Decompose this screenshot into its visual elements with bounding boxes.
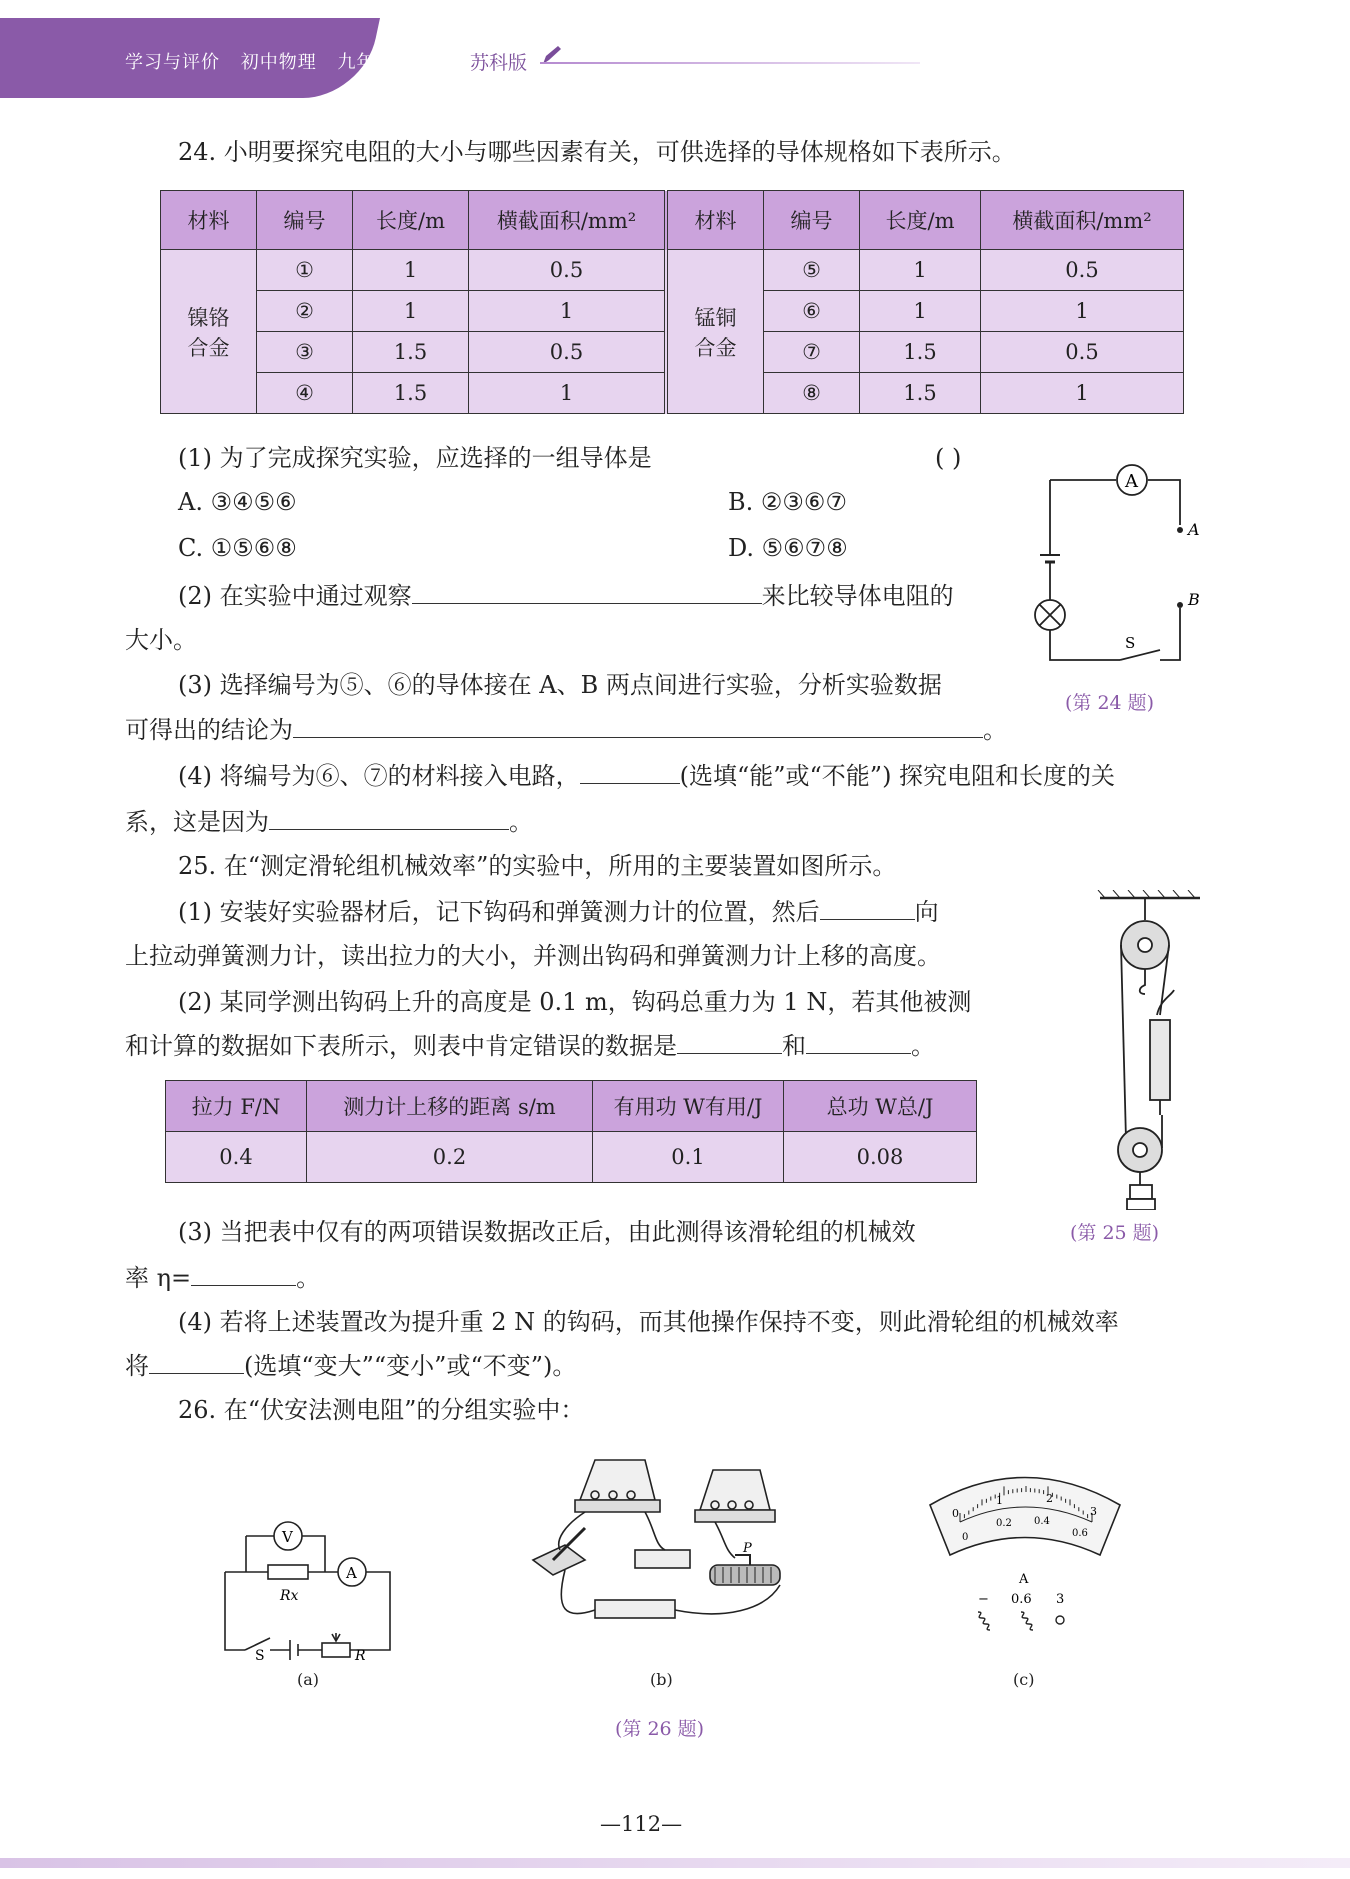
scale-top-3: 3	[1090, 1505, 1097, 1518]
q26-apparatus-b	[525, 1450, 815, 1650]
scale-bottom-0: 0	[962, 1532, 969, 1543]
scale-top-2: 2	[1046, 1492, 1053, 1505]
terminal-coil-06	[1021, 1612, 1033, 1630]
spring-scale	[1150, 1020, 1170, 1100]
q24-sub3: (3) 选择编号为⑤、⑥的导体接在 A、B 两点间进行实验，分析实验数据	[178, 671, 942, 699]
q25-sub4: (4) 若将上述装置改为提升重 2 N 的钩码，而其他操作保持不变，则此滑轮组的机械效率	[178, 1308, 1119, 1336]
table-cell: 1.5	[353, 332, 469, 373]
q25-caption: (第 25 题)	[1070, 1222, 1160, 1244]
rx-label: Rx	[280, 1588, 299, 1604]
table-cell: 1	[860, 291, 981, 332]
q25-sub1	[178, 890, 939, 934]
q24-sub2-line2: 大小。	[125, 626, 197, 654]
table-header: 拉力 F/N	[166, 1081, 307, 1132]
table-cell: 0.08	[784, 1132, 977, 1183]
q24-option-c[interactable]: C. ①⑤⑥⑧	[178, 534, 297, 562]
table-cell: ⑤	[764, 250, 860, 291]
material-cell	[666, 250, 764, 414]
table-header: 材料	[161, 191, 257, 250]
table-header-row	[166, 1081, 977, 1132]
q24-sub2	[178, 574, 954, 618]
rheostat-label: R	[355, 1648, 366, 1660]
table-cell: 0.1	[593, 1132, 784, 1183]
q25-table	[165, 1080, 977, 1183]
fig-c-label: (c)	[1013, 1670, 1035, 1689]
table-cell: 1	[981, 291, 1184, 332]
q24-sub4-text-a: (4) 将编号为⑥、⑦的材料接入电路，	[178, 762, 580, 790]
table-cell: 0.4	[166, 1132, 307, 1183]
q25-sub3-end: 。	[296, 1264, 321, 1292]
header-series: 学习与评价	[125, 52, 220, 73]
table-cell: 1	[353, 250, 469, 291]
terminal-post-3	[1056, 1616, 1064, 1624]
q24-sub3-line2	[125, 708, 1007, 752]
q24-stem: 24. 小明要探究电阻的大小与哪些因素有关，可供选择的导体规格如下表所示。	[178, 138, 1016, 166]
table-cell: 1	[469, 291, 667, 332]
q24-sub4-line2	[125, 800, 533, 844]
table-cell: 1	[469, 373, 667, 414]
q26-stem: 26. 在“伏安法测电阻”的分组实验中：	[178, 1396, 585, 1424]
q25-sub3-text: 率 η=	[125, 1264, 192, 1292]
footer-bar	[0, 1858, 1350, 1868]
q24-sub4-text-b: (选填“能”或“不能”) 探究电阻和长度的关	[679, 762, 1116, 790]
table-cell: 0.5	[981, 332, 1184, 373]
q25-sub2-end: 。	[911, 1032, 935, 1060]
table-cell: ②	[257, 291, 353, 332]
q25-sub3-line2	[125, 1256, 320, 1300]
rheostat-r	[322, 1643, 350, 1657]
point-a-label: A	[1188, 520, 1200, 539]
table-header: 有用功 W有用/J	[593, 1081, 784, 1132]
battery-device	[595, 1600, 675, 1618]
fig-a-label: (a)	[297, 1670, 320, 1689]
material-line: 合金	[187, 335, 230, 360]
q25-sub2-and: 和	[782, 1032, 806, 1060]
material-line: 锰铜	[694, 305, 737, 330]
q24-sub4-end: 。	[509, 808, 533, 836]
table-cell: ①	[257, 250, 353, 291]
q25-sub1-line2: 上拉动弹簧测力计，读出拉力的大小，并测出钩码和弹簧测力计上移的高度。	[125, 942, 941, 970]
scale-bottom-2: 0.4	[1034, 1516, 1050, 1527]
q25-pulley-diagram	[1080, 890, 1220, 1210]
header-edition: 苏科版	[470, 52, 528, 74]
q24-sub3-end: 。	[983, 716, 1007, 744]
header-divider	[540, 62, 920, 64]
q24-sub4-blank2[interactable]	[269, 803, 509, 830]
table-cell: ③	[257, 332, 353, 373]
table-cell: 0.5	[981, 250, 1184, 291]
q24-sub2-text-b: 来比较导体电阻的	[761, 582, 954, 610]
q25-sub3-blank[interactable]	[191, 1259, 296, 1286]
scale-top-1: 1	[996, 1494, 1003, 1507]
table-cell: 0.5	[469, 332, 667, 373]
q25-sub4-text-b: 将	[125, 1352, 149, 1380]
resistor-device	[635, 1550, 690, 1568]
table-cell: 1	[860, 250, 981, 291]
q24-sub2-text-a: (2) 在实验中通过观察	[178, 582, 412, 610]
q25-sub1-blank[interactable]	[820, 893, 915, 920]
table-cell: 1.5	[860, 332, 981, 373]
ammeter-label: A	[1125, 471, 1138, 492]
slider-label: P	[743, 1541, 752, 1556]
header-title	[125, 48, 446, 74]
q25-sub1-text-a: (1) 安装好实验器材后，记下钩码和弹簧测力计的位置，然后	[178, 898, 820, 926]
q24-sub4-blank1[interactable]	[580, 757, 680, 784]
switch-label: S	[1125, 634, 1136, 652]
material-line: 镍铬	[187, 305, 230, 330]
q24-option-a[interactable]: A. ③④⑤⑥	[178, 488, 297, 516]
point-b-label: B	[1188, 590, 1200, 609]
table-header: 编号	[257, 191, 353, 250]
table-cell: ⑧	[764, 373, 860, 414]
scale-top-0: 0	[952, 1507, 959, 1520]
hook-weight	[1130, 1185, 1152, 1199]
q24-sub1: (1) 为了完成探究实验，应选择的一组导体是	[178, 444, 652, 472]
table-cell: 1.5	[860, 373, 981, 414]
q25-sub4-text-c: (选填“变大”“变小”或“不变”)。	[244, 1352, 577, 1380]
q25-sub2-text-b: 和计算的数据如下表所示，则表中肯定错误的数据是	[125, 1032, 677, 1060]
meter-unit: A	[1019, 1572, 1029, 1587]
table-header: 测力计上移的距离 s/m	[307, 1081, 593, 1132]
q24-circuit-diagram	[1020, 460, 1220, 670]
q26-caption: (第 26 题)	[615, 1718, 705, 1740]
terminal-3: 3	[1056, 1592, 1065, 1607]
q25-stem: 25. 在“测定滑轮组机械效率”的实验中，所用的主要装置如图所示。	[178, 852, 897, 880]
table-header-row	[161, 191, 1184, 250]
q26-meter-c	[920, 1460, 1130, 1660]
q25-sub2: (2) 某同学测出钩码上升的高度是 0.1 m，钩码总重力为 1 N，若其他被测	[178, 988, 972, 1016]
switch-label-a: S	[255, 1648, 265, 1660]
q24-caption: (第 24 题)	[1065, 692, 1155, 714]
q26-circuit-a	[210, 1510, 410, 1660]
table-header: 横截面积/mm²	[981, 191, 1184, 250]
q24-sub3-blank[interactable]	[293, 711, 983, 738]
q25-sub4-line2	[125, 1344, 576, 1388]
table-cell: 0.5	[469, 250, 667, 291]
resistor-rx	[268, 1565, 308, 1579]
q24-table	[160, 190, 1184, 414]
scale-bottom-1: 0.2	[996, 1518, 1012, 1529]
material-cell	[161, 250, 257, 414]
table-header: 总功 W总/J	[784, 1081, 977, 1132]
q24-option-b[interactable]: B. ②③⑥⑦	[728, 488, 847, 516]
table-row	[161, 250, 1184, 291]
q24-sub3-text: 可得出的结论为	[125, 716, 293, 744]
q24-sub4-text-c: 系，这是因为	[125, 808, 269, 836]
table-header: 横截面积/mm²	[469, 191, 667, 250]
q24-sub2-blank[interactable]	[412, 577, 762, 604]
voltmeter-label: V	[282, 1528, 293, 1546]
q25-sub2-blank1[interactable]	[677, 1027, 782, 1054]
table-cell: 1	[353, 291, 469, 332]
terminal-06: 0.6	[1011, 1592, 1032, 1607]
header-grade: 九年级上册	[337, 52, 433, 73]
table-cell: 1	[981, 373, 1184, 414]
q24-answer-paren[interactable]: ( )	[935, 444, 962, 472]
table-header: 长度/m	[353, 191, 469, 250]
q24-sub4	[178, 754, 1115, 798]
table-header: 编号	[764, 191, 860, 250]
q25-sub2-line2	[125, 1024, 935, 1068]
q25-sub3: (3) 当把表中仅有的两项错误数据改正后，由此测得该滑轮组的机械效	[178, 1218, 916, 1246]
table-cell: ⑥	[764, 291, 860, 332]
q24-option-d[interactable]: D. ⑤⑥⑦⑧	[728, 534, 848, 562]
terminal-neg: −	[978, 1592, 989, 1607]
table-cell: ⑦	[764, 332, 860, 373]
q25-sub2-blank2[interactable]	[806, 1027, 911, 1054]
table-row	[166, 1132, 977, 1183]
page-number: —112—	[600, 1812, 683, 1836]
header-subject: 初中物理	[240, 52, 317, 73]
scale-bottom-3: 0.6	[1072, 1528, 1088, 1539]
rheostat-device	[710, 1565, 780, 1585]
table-cell: ④	[257, 373, 353, 414]
fig-b-label: (b)	[650, 1670, 673, 1689]
q25-sub1-text-b: 向	[914, 898, 939, 926]
material-line: 合金	[694, 335, 737, 360]
table-header: 材料	[666, 191, 764, 250]
q25-sub4-blank[interactable]	[149, 1347, 244, 1374]
ammeter-label-a: A	[346, 1564, 357, 1582]
table-header: 长度/m	[860, 191, 981, 250]
table-cell: 1.5	[353, 373, 469, 414]
terminal-coil-neg	[978, 1612, 990, 1630]
table-cell: 0.2	[307, 1132, 593, 1183]
